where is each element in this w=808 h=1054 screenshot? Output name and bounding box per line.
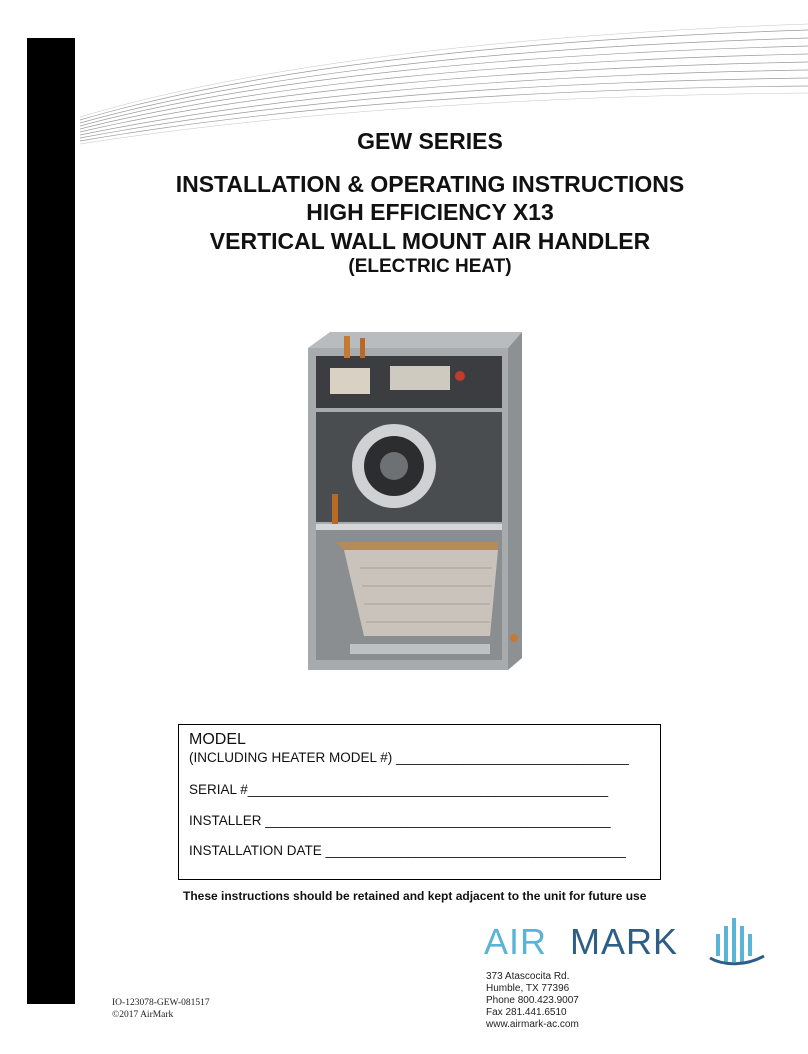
doc-title-line2: HIGH EFFICIENCY X13 [306, 199, 554, 225]
address-city: Humble, TX 77396 [486, 983, 570, 994]
airmark-logo-icon [710, 918, 764, 964]
installation-date-field: INSTALLATION DATE ________________________________________ [189, 843, 626, 858]
address-website[interactable]: www.airmark-ac.com [486, 1019, 579, 1030]
document-id-block [112, 997, 210, 1021]
document-id: IO-123078-GEW-081517 [112, 998, 210, 1008]
company-address [486, 971, 579, 1031]
doc-title-line4: (ELECTRIC HEAT) [348, 256, 512, 277]
address-fax: Fax 281.441.6510 [486, 1007, 567, 1018]
installation-record-form [178, 724, 661, 880]
air-handler-product-image [300, 318, 530, 678]
svg-text:MARK: MARK [570, 921, 679, 962]
retention-notice: These instructions should be retained and kept adjacent to the unit for future use [183, 889, 647, 903]
copyright: ©2017 AirMark [112, 1010, 174, 1020]
address-street: 373 Atascocita Rd. [486, 971, 570, 982]
heater-model-field: (INCLUDING HEATER MODEL #) _______________________________ [189, 750, 629, 765]
model-label: MODEL [189, 731, 246, 748]
serial-field: SERIAL #________________________________________________ [189, 782, 609, 797]
installer-field: INSTALLER ______________________________________________ [189, 813, 611, 828]
airmark-logo [484, 914, 784, 966]
svg-text:AIR: AIR [484, 921, 548, 962]
address-phone: Phone 800.423.9007 [486, 995, 579, 1006]
doc-title-line1: INSTALLATION & OPERATING INSTRUCTIONS [175, 171, 685, 197]
series-title: GEW SERIES [357, 128, 503, 154]
doc-title-line3: VERTICAL WALL MOUNT AIR HANDLER [209, 228, 651, 254]
